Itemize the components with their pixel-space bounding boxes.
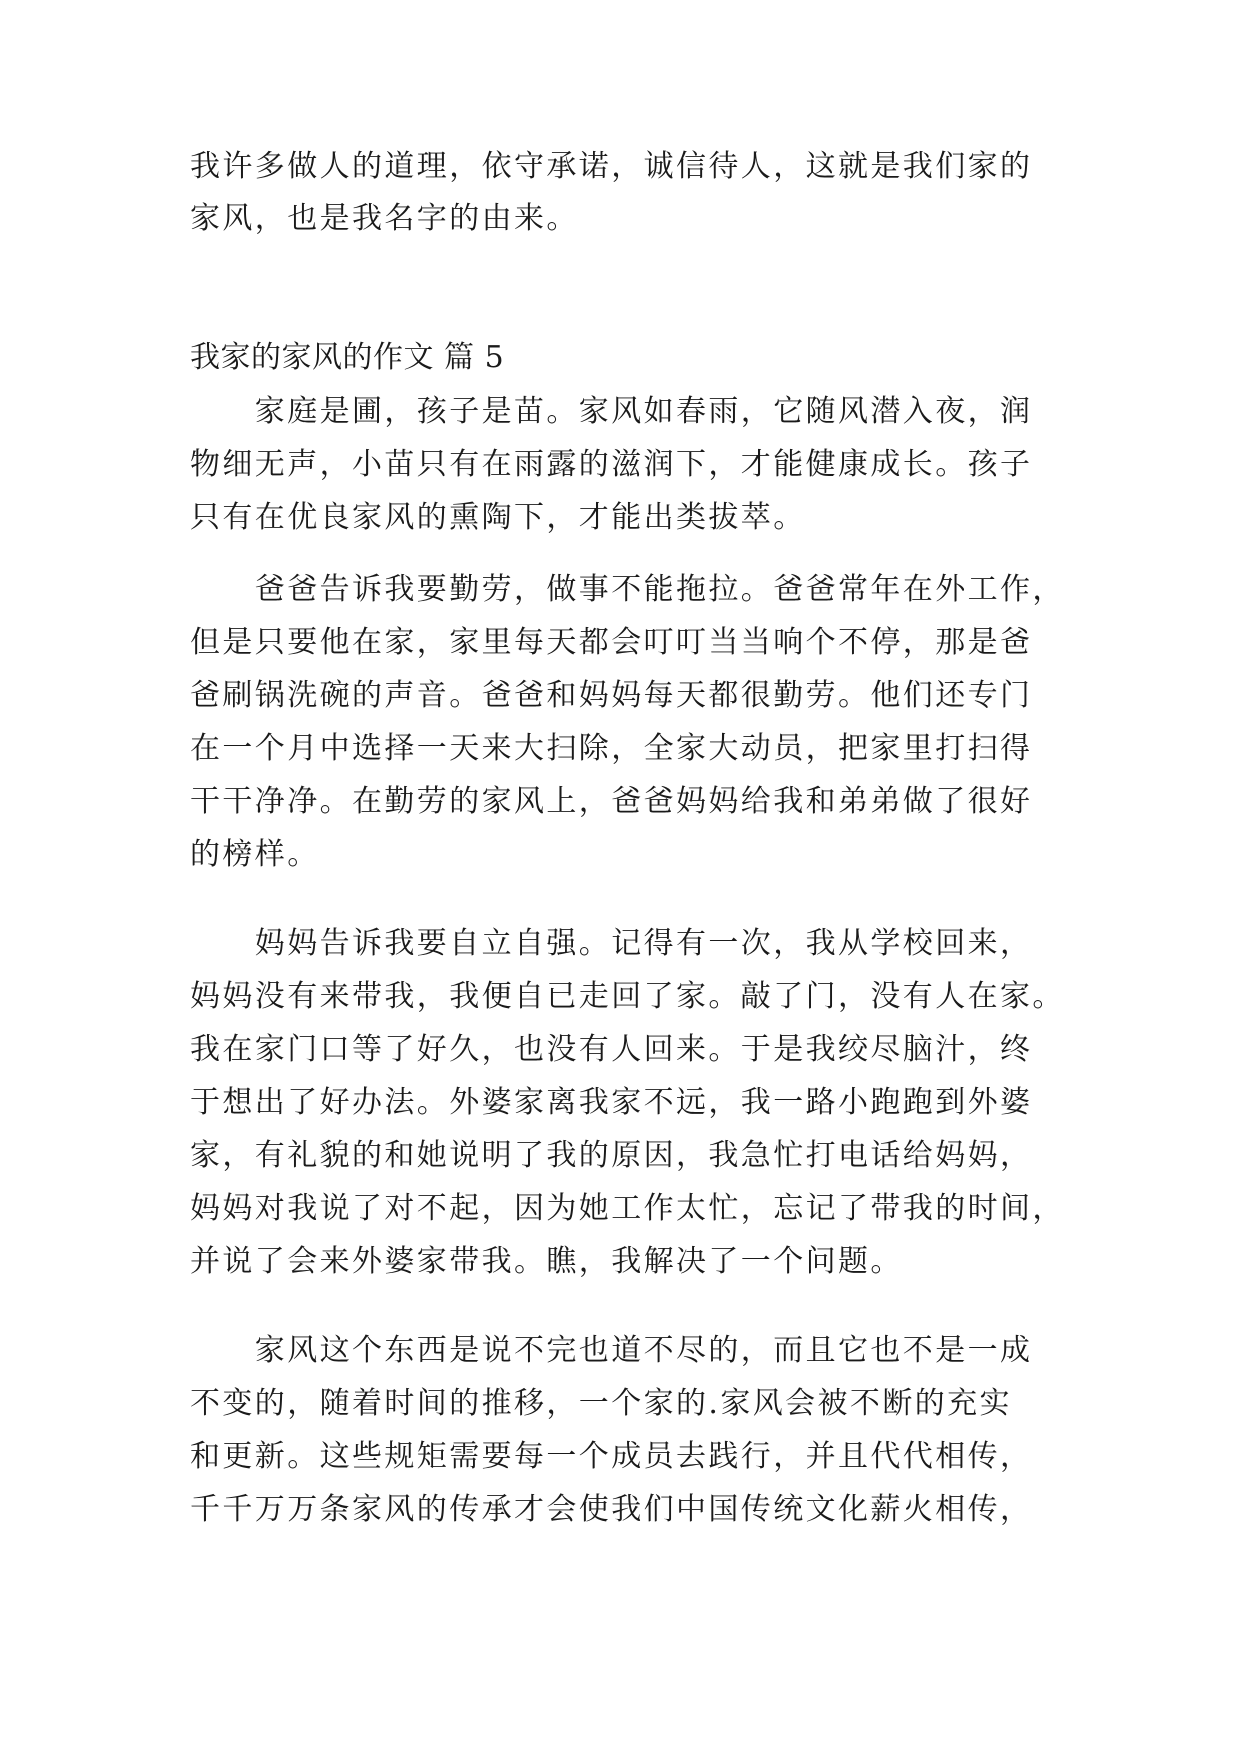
text-line: 家风这个东西是说不完也道不尽的，而且它也不是一成: [190, 1333, 1033, 1368]
text-line: 爸爸告诉我要勤劳，做事不能拖拉。爸爸常年在外工作，: [190, 572, 1065, 607]
text-line: 干干净净。在勤劳的家风上，爸爸妈妈给我和弟弟做了很好: [190, 784, 1033, 819]
text-line: 的榜样。: [190, 837, 320, 872]
text-line: 并说了会来外婆家带我。瞧，我解决了一个问题。: [190, 1244, 903, 1279]
text-line: 但是只要他在家，家里每天都会叮叮当当响个不停，那是爸: [190, 625, 1033, 660]
section-heading: 我家的家风的作文 篇 5: [190, 340, 505, 375]
text-line: 我许多做人的道理，依守承诺，诚信待人，这就是我们家的: [190, 149, 1033, 184]
text-line: 千千万万条家风的传承才会使我们中国传统文化薪火相传，: [190, 1492, 1033, 1527]
text-line: 妈妈对我说了对不起，因为她工作太忙，忘记了带我的时间，: [190, 1191, 1065, 1226]
text-line: 于想出了好办法。外婆家离我家不远，我一路小跑跑到外婆: [190, 1085, 1033, 1120]
text-line: 物细无声，小苗只有在雨露的滋润下，才能健康成长。孩子: [190, 447, 1033, 482]
text-line: 我在家门口等了好久，也没有人回来。于是我绞尽脑汁，终: [190, 1032, 1033, 1067]
text-line: 家，有礼貌的和她说明了我的原因，我急忙打电话给妈妈，: [190, 1138, 1033, 1173]
text-line: 妈妈告诉我要自立自强。记得有一次，我从学校回来，: [190, 926, 1033, 961]
text-line: 家风，也是我名字的由来。: [190, 201, 579, 236]
text-line: 和更新。这些规矩需要每一个成员去践行，并且代代相传，: [190, 1439, 1033, 1474]
text-line: 不变的，随着时间的推移，一个家的.家风会被不断的充实: [190, 1386, 1012, 1421]
text-line: 爸刷锅洗碗的声音。爸爸和妈妈每天都很勤劳。他们还专门: [190, 678, 1033, 713]
text-line: 在一个月中选择一天来大扫除，全家大动员，把家里打扫得: [190, 731, 1033, 766]
text-line: 家庭是圃，孩子是苗。家风如春雨，它随风潜入夜，润: [190, 394, 1033, 429]
text-line: 只有在优良家风的熏陶下，才能出类拔萃。: [190, 500, 806, 535]
text-line: 妈妈没有来带我，我便自已走回了家。敲了门，没有人在家。: [190, 979, 1065, 1014]
